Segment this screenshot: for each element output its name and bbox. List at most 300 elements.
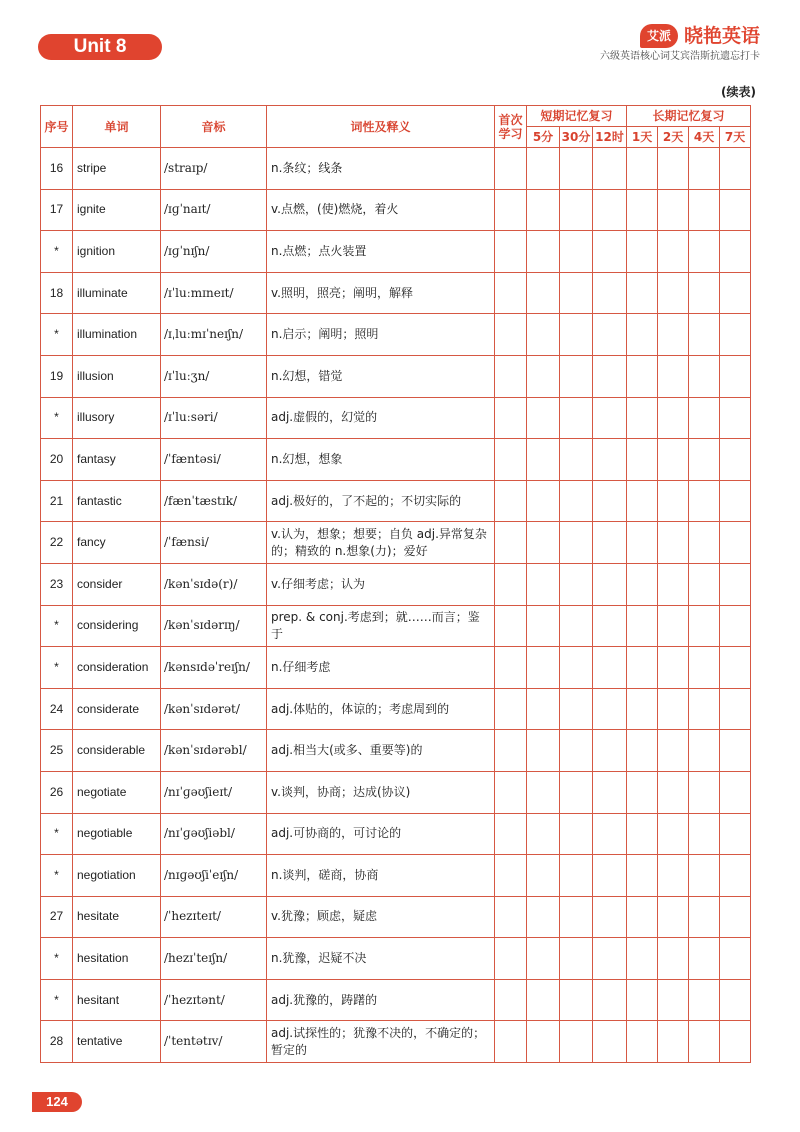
table-row [41,647,751,689]
row-number: 17 [41,189,73,231]
check-1day[interactable] [627,480,658,522]
check-30min[interactable] [560,231,593,273]
check-7day[interactable] [720,314,751,356]
check-7day[interactable] [720,813,751,855]
check-5min[interactable] [527,439,560,481]
check-30min[interactable] [560,355,593,397]
check-first[interactable] [495,771,527,813]
check-30min[interactable] [560,397,593,439]
row-meaning: adj.犹豫的，踌躇的 [267,979,495,1021]
row-meaning: n.启示；阐明；照明 [267,314,495,356]
check-5min[interactable] [527,1021,560,1063]
check-12h[interactable] [593,355,627,397]
row-phonetic: /kənˈsɪdərɪŋ/ [161,605,267,647]
table-row [41,355,751,397]
check-30min[interactable] [560,189,593,231]
check-5min[interactable] [527,730,560,772]
check-1day[interactable] [627,896,658,938]
check-1day[interactable] [627,688,658,730]
check-2day[interactable] [658,855,689,897]
check-12h[interactable] [593,1021,627,1063]
check-2day[interactable] [658,480,689,522]
table-row [41,896,751,938]
check-2day[interactable] [658,813,689,855]
check-5min[interactable] [527,896,560,938]
table-row [41,439,751,481]
row-meaning: n.仔细考虑 [267,647,495,689]
table-row [41,189,751,231]
check-first[interactable] [495,730,527,772]
check-2day[interactable] [658,979,689,1021]
row-word: negotiate [73,771,161,813]
check-30min[interactable] [560,647,593,689]
row-word: negotiable [73,813,161,855]
table-row [41,397,751,439]
check-2day[interactable] [658,896,689,938]
check-4day[interactable] [689,522,720,564]
check-1day[interactable] [627,730,658,772]
check-12h[interactable] [593,605,627,647]
row-meaning: n.谈判，磋商，协商 [267,855,495,897]
row-phonetic: /hezɪˈteɪʃn/ [161,938,267,980]
check-4day[interactable] [689,896,720,938]
check-7day[interactable] [720,231,751,273]
check-5min[interactable] [527,563,560,605]
check-2day[interactable] [658,231,689,273]
check-7day[interactable] [720,189,751,231]
row-phonetic: /ˈfæntəsi/ [161,439,267,481]
check-7day[interactable] [720,272,751,314]
check-4day[interactable] [689,397,720,439]
check-first[interactable] [495,688,527,730]
check-7day[interactable] [720,522,751,564]
check-30min[interactable] [560,439,593,481]
check-7day[interactable] [720,896,751,938]
check-5min[interactable] [527,314,560,356]
check-7day[interactable] [720,563,751,605]
table-row [41,730,751,772]
row-word: hesitant [73,979,161,1021]
row-meaning: adj.体贴的，体谅的；考虑周到的 [267,688,495,730]
check-1day[interactable] [627,647,658,689]
header-no: 序号 [41,106,73,148]
header-5min: 5分 [527,127,560,148]
row-word: hesitation [73,938,161,980]
check-30min[interactable] [560,979,593,1021]
check-12h[interactable] [593,813,627,855]
row-meaning: v.犹豫；顾虑，疑虑 [267,896,495,938]
check-2day[interactable] [658,688,689,730]
row-number: * [41,979,73,1021]
check-1day[interactable] [627,189,658,231]
row-phonetic: /straɪp/ [161,148,267,190]
table-row [41,272,751,314]
check-1day[interactable] [627,1021,658,1063]
header-1day: 1天 [627,127,658,148]
check-12h[interactable] [593,688,627,730]
check-2day[interactable] [658,272,689,314]
continued-label: (续表) [721,85,756,99]
table-row [41,855,751,897]
check-2day[interactable] [658,730,689,772]
check-4day[interactable] [689,231,720,273]
row-phonetic: /ɪɡˈnɪʃn/ [161,231,267,273]
row-meaning: v.谈判，协商；达成(协议) [267,771,495,813]
check-7day[interactable] [720,771,751,813]
check-first[interactable] [495,231,527,273]
check-first[interactable] [495,1021,527,1063]
check-2day[interactable] [658,647,689,689]
check-5min[interactable] [527,979,560,1021]
check-first[interactable] [495,189,527,231]
check-2day[interactable] [658,563,689,605]
row-number: 26 [41,771,73,813]
check-2day[interactable] [658,314,689,356]
check-4day[interactable] [689,563,720,605]
row-number: * [41,855,73,897]
check-12h[interactable] [593,730,627,772]
check-4day[interactable] [689,771,720,813]
row-number: * [41,314,73,356]
check-4day[interactable] [689,272,720,314]
row-number: * [41,813,73,855]
check-7day[interactable] [720,688,751,730]
row-meaning: n.幻想，想象 [267,439,495,481]
check-12h[interactable] [593,439,627,481]
header-meaning: 词性及释义 [267,106,495,148]
check-30min[interactable] [560,148,593,190]
check-1day[interactable] [627,439,658,481]
check-7day[interactable] [720,355,751,397]
brand-name: 晓艳英语 [683,25,760,47]
row-phonetic: /ɪɡˈnaɪt/ [161,189,267,231]
row-meaning: adj.可协商的，可讨论的 [267,813,495,855]
check-7day[interactable] [720,439,751,481]
page-number: 124 [32,1092,82,1112]
check-30min[interactable] [560,688,593,730]
row-phonetic: /ˈhezɪteɪt/ [161,896,267,938]
check-4day[interactable] [689,480,720,522]
check-30min[interactable] [560,605,593,647]
row-word: illusory [73,397,161,439]
row-phonetic: /ɪˈluːsəri/ [161,397,267,439]
check-7day[interactable] [720,397,751,439]
row-number: 24 [41,688,73,730]
row-meaning: adj.极好的，了不起的；不切实际的 [267,480,495,522]
row-word: ignition [73,231,161,273]
table-row [41,231,751,273]
check-7day[interactable] [720,730,751,772]
check-12h[interactable] [593,938,627,980]
row-number: * [41,231,73,273]
row-word: consideration [73,647,161,689]
row-meaning: prep. & conj.考虑到；就……而言；鉴于 [267,605,495,647]
check-1day[interactable] [627,272,658,314]
row-number: * [41,647,73,689]
row-number: 20 [41,439,73,481]
row-word: considerable [73,730,161,772]
check-4day[interactable] [689,605,720,647]
check-1day[interactable] [627,979,658,1021]
row-word: hesitate [73,896,161,938]
row-number: 19 [41,355,73,397]
check-30min[interactable] [560,813,593,855]
row-number: * [41,397,73,439]
check-4day[interactable] [689,938,720,980]
check-5min[interactable] [527,272,560,314]
row-word: fantastic [73,480,161,522]
check-12h[interactable] [593,231,627,273]
row-number: 25 [41,730,73,772]
check-4day[interactable] [689,855,720,897]
table-row [41,771,751,813]
table-row [41,938,751,980]
row-word: consider [73,563,161,605]
check-5min[interactable] [527,605,560,647]
row-phonetic: /ɪˌluːmɪˈneɪʃn/ [161,314,267,356]
check-7day[interactable] [720,647,751,689]
row-phonetic: /fænˈtæstɪk/ [161,480,267,522]
row-phonetic: /ɪˈluːmɪneɪt/ [161,272,267,314]
check-12h[interactable] [593,397,627,439]
row-meaning: n.点燃；点火装置 [267,231,495,273]
check-30min[interactable] [560,855,593,897]
check-first[interactable] [495,272,527,314]
check-5min[interactable] [527,397,560,439]
row-meaning: v.认为，想象；想要；自负 adj.异常复杂的；精致的 n.想象(力)；爱好 [267,522,495,564]
header-4day: 4天 [689,127,720,148]
check-12h[interactable] [593,314,627,356]
check-first[interactable] [495,855,527,897]
row-meaning: n.犹豫，迟疑不决 [267,938,495,980]
row-phonetic: /kənsɪdəˈreɪʃn/ [161,647,267,689]
check-4day[interactable] [689,979,720,1021]
row-word: illusion [73,355,161,397]
check-1day[interactable] [627,771,658,813]
vocabulary-table [40,105,751,1063]
check-12h[interactable] [593,647,627,689]
check-4day[interactable] [689,189,720,231]
check-7day[interactable] [720,148,751,190]
check-12h[interactable] [593,563,627,605]
table-row [41,605,751,647]
row-phonetic: /kənˈsɪdərəbl/ [161,730,267,772]
check-first[interactable] [495,439,527,481]
row-meaning: v.点燃，(使)燃烧，着火 [267,189,495,231]
check-first[interactable] [495,813,527,855]
check-30min[interactable] [560,272,593,314]
check-1day[interactable] [627,938,658,980]
row-meaning: v.照明，照亮；阐明，解释 [267,272,495,314]
row-word: considerate [73,688,161,730]
row-word: illuminate [73,272,161,314]
check-30min[interactable] [560,771,593,813]
check-12h[interactable] [593,272,627,314]
check-12h[interactable] [593,855,627,897]
check-30min[interactable] [560,314,593,356]
header-12h: 12时 [593,127,627,148]
row-phonetic: /ɪˈluːʒn/ [161,355,267,397]
check-1day[interactable] [627,314,658,356]
row-meaning: adj.试探性的；犹豫不决的，不确定的；暂定的 [267,1021,495,1063]
check-12h[interactable] [593,771,627,813]
row-meaning: n.条纹；线条 [267,148,495,190]
table-row [41,1021,751,1063]
check-2day[interactable] [658,397,689,439]
check-12h[interactable] [593,480,627,522]
row-word: ignite [73,189,161,231]
check-first[interactable] [495,148,527,190]
check-4day[interactable] [689,439,720,481]
row-number: 18 [41,272,73,314]
header-2day: 2天 [658,127,689,148]
check-5min[interactable] [527,522,560,564]
check-4day[interactable] [689,148,720,190]
row-phonetic: /nɪˈɡəʊʃieɪt/ [161,771,267,813]
row-meaning: adj.虚假的，幻觉的 [267,397,495,439]
check-5min[interactable] [527,688,560,730]
check-first[interactable] [495,605,527,647]
table-row [41,688,751,730]
check-12h[interactable] [593,148,627,190]
check-2day[interactable] [658,605,689,647]
check-5min[interactable] [527,855,560,897]
check-1day[interactable] [627,397,658,439]
check-30min[interactable] [560,1021,593,1063]
check-1day[interactable] [627,855,658,897]
check-first[interactable] [495,397,527,439]
check-30min[interactable] [560,938,593,980]
brand-subtitle: 六级英语核心词艾宾浩斯抗遗忘打卡 [600,51,760,62]
check-30min[interactable] [560,522,593,564]
header-7day: 7天 [720,127,751,148]
check-first[interactable] [495,938,527,980]
header-phonetic: 音标 [161,106,267,148]
check-30min[interactable] [560,480,593,522]
check-12h[interactable] [593,896,627,938]
row-phonetic: /ˈtentətɪv/ [161,1021,267,1063]
check-5min[interactable] [527,480,560,522]
check-first[interactable] [495,480,527,522]
check-7day[interactable] [720,938,751,980]
check-first[interactable] [495,647,527,689]
row-word: tentative [73,1021,161,1063]
check-7day[interactable] [720,605,751,647]
row-phonetic: /nɪɡəʊʃiˈeɪʃn/ [161,855,267,897]
check-7day[interactable] [720,480,751,522]
check-4day[interactable] [689,355,720,397]
row-number: 23 [41,563,73,605]
check-2day[interactable] [658,439,689,481]
brand-header [600,24,760,64]
check-first[interactable] [495,355,527,397]
check-1day[interactable] [627,148,658,190]
check-first[interactable] [495,563,527,605]
row-number: 27 [41,896,73,938]
row-number: 22 [41,522,73,564]
check-2day[interactable] [658,355,689,397]
check-5min[interactable] [527,231,560,273]
row-word: fantasy [73,439,161,481]
header-first-study: 首次学习 [495,106,527,148]
row-word: considering [73,605,161,647]
row-phonetic: /kənˈsɪdə(r)/ [161,563,267,605]
check-4day[interactable] [689,1021,720,1063]
check-7day[interactable] [720,979,751,1021]
row-word: stripe [73,148,161,190]
check-30min[interactable] [560,563,593,605]
check-5min[interactable] [527,813,560,855]
check-5min[interactable] [527,938,560,980]
check-4day[interactable] [689,730,720,772]
row-number: 16 [41,148,73,190]
check-5min[interactable] [527,148,560,190]
check-5min[interactable] [527,771,560,813]
check-4day[interactable] [689,813,720,855]
check-first[interactable] [495,979,527,1021]
check-5min[interactable] [527,189,560,231]
header-30min: 30分 [560,127,593,148]
check-30min[interactable] [560,730,593,772]
check-1day[interactable] [627,355,658,397]
check-7day[interactable] [720,855,751,897]
header-long-term: 长期记忆复习 [627,106,751,127]
row-meaning: v.仔细考虑；认为 [267,563,495,605]
unit-badge: Unit 8 [38,34,162,60]
check-2day[interactable] [658,148,689,190]
row-word: illumination [73,314,161,356]
check-1day[interactable] [627,231,658,273]
check-12h[interactable] [593,522,627,564]
header-word: 单词 [73,106,161,148]
check-12h[interactable] [593,189,627,231]
check-1day[interactable] [627,563,658,605]
check-12h[interactable] [593,979,627,1021]
check-4day[interactable] [689,314,720,356]
row-phonetic: /ˈhezɪtənt/ [161,979,267,1021]
check-2day[interactable] [658,522,689,564]
check-1day[interactable] [627,522,658,564]
check-2day[interactable] [658,1021,689,1063]
row-meaning: n.幻想，错觉 [267,355,495,397]
check-first[interactable] [495,522,527,564]
check-30min[interactable] [560,896,593,938]
check-first[interactable] [495,896,527,938]
check-7day[interactable] [720,1021,751,1063]
row-phonetic: /kənˈsɪdərət/ [161,688,267,730]
check-first[interactable] [495,314,527,356]
check-4day[interactable] [689,688,720,730]
table-row [41,563,751,605]
check-1day[interactable] [627,605,658,647]
row-number: * [41,605,73,647]
check-2day[interactable] [658,771,689,813]
row-phonetic: /nɪˈɡəʊʃiəbl/ [161,813,267,855]
check-5min[interactable] [527,647,560,689]
row-number: 28 [41,1021,73,1063]
row-phonetic: /ˈfænsi/ [161,522,267,564]
row-number: 21 [41,480,73,522]
check-2day[interactable] [658,189,689,231]
row-meaning: adj.相当大(或多、重要等)的 [267,730,495,772]
table-row [41,979,751,1021]
table-row [41,148,751,190]
check-4day[interactable] [689,647,720,689]
check-2day[interactable] [658,938,689,980]
table-row [41,480,751,522]
check-5min[interactable] [527,355,560,397]
check-1day[interactable] [627,813,658,855]
